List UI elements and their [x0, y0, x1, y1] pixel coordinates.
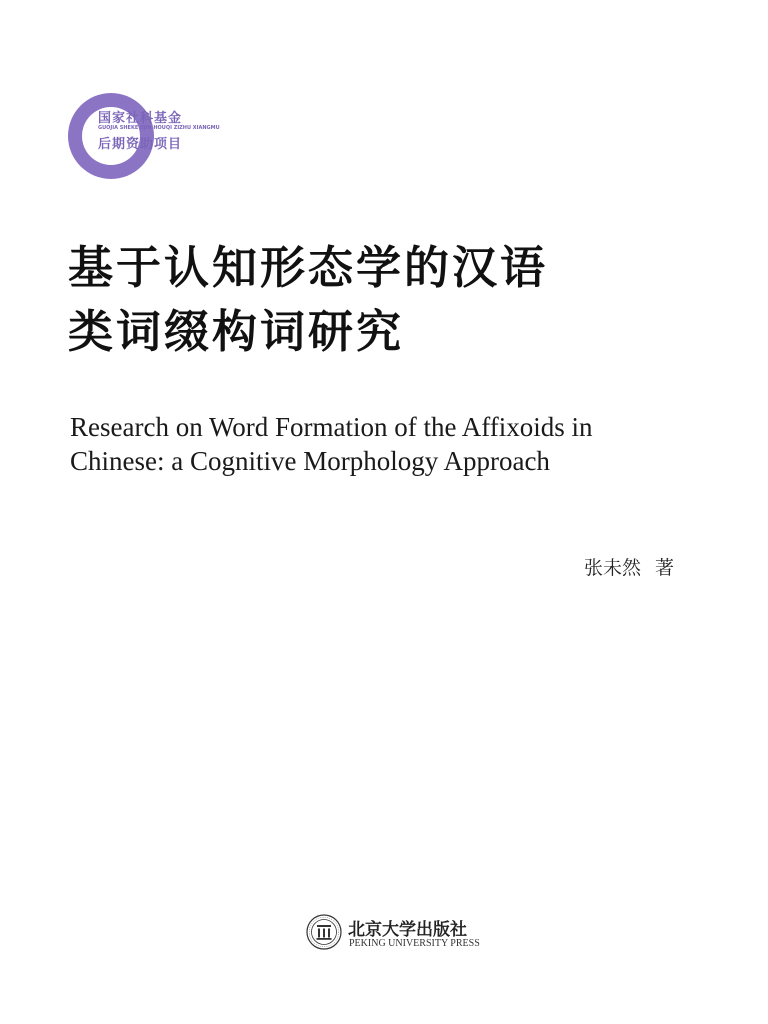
title-cn-line2: 类词缀构词研究 — [68, 305, 405, 358]
badge-pinyin: GUOJIA SHEKE JIJIN HOUQI ZIZHU XIANGMU — [98, 125, 220, 131]
badge-line2: 后期资助项目 — [98, 137, 183, 152]
book-title-chinese — [68, 236, 708, 364]
book-title-english — [70, 410, 710, 478]
publisher-logo — [306, 914, 506, 954]
title-en-line2: Chinese: a Cognitive Morphology Approach — [70, 446, 550, 476]
title-cn-line1: 基于认知形态学的汉语 — [68, 241, 549, 294]
author-name: 张未然 — [584, 557, 642, 579]
pku-seal-icon — [306, 914, 342, 950]
publisher-name-en: PEKING UNIVERSITY PRESS — [349, 938, 480, 949]
badge-line1: 国家社科基金 — [98, 111, 183, 126]
author-role: 著 — [655, 557, 675, 579]
author-credit — [584, 553, 674, 580]
publisher-name-cn: 北京大学出版社 — [348, 920, 467, 940]
title-en-line1: Research on Word Formation of the Affixoids in — [70, 412, 593, 442]
funding-badge — [68, 93, 220, 179]
